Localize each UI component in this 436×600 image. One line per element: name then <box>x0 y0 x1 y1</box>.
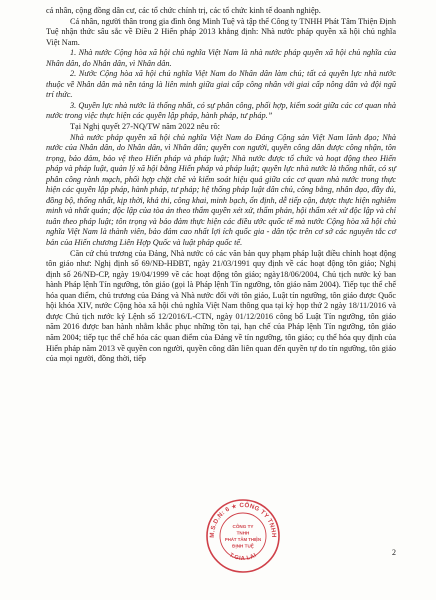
page-number: 2 <box>392 548 396 557</box>
paragraph-2: Cá nhân, người thân trong gia đình ông Minh Tuệ và tập thể Công ty TNHH Phát Tâm Thiện Định Tuệ nhận thức sâu sắc về Điều 2 Hiến pháp 2013 khẳng định: Nhà nước pháp quyền xã hội chủ nghĩa Việt Nam. <box>46 16 396 47</box>
seal-line-4: ĐỊNH TUỆ <box>232 543 254 549</box>
constitution-clause-1: 1. Nhà nước Cộng hòa xã hội chủ nghĩa Việt Nam là nhà nước pháp quyền xã hội chủ nghĩa của Nhân dân, do Nhân dân, vì Nhân dân. <box>46 48 396 68</box>
resolution-intro: Tại Nghị quyết 27-NQ/TW năm 2022 nêu rõ: <box>70 122 220 132</box>
seal-line-1: CÔNG TY <box>232 524 254 529</box>
seal-ring-text: M.S.D.N: 6 ★ CÔNG TY TNHH <box>208 501 278 538</box>
seal-line-3: PHÁT TÂM THIỆN <box>224 537 262 542</box>
constitution-clause-2: 2. Nước Cộng hòa xã hội chủ nghĩa Việt Nam do Nhân dân làm chủ; tất cả quyền lực nhà nước thuộc về Nhân dân mà nền tảng là liên minh giữa giai cấp công nhân với giai cấp nông dân và đội ngũ trí thức. <box>46 69 396 100</box>
svg-text:T.GIA LAI <box>228 552 258 562</box>
paragraph-1: cá nhân, cộng đồng dân cư, các tổ chức chính trị, các tổ chức kinh tế doanh nghiệp. <box>46 6 321 15</box>
seal-bottom-text: T.GIA LAI <box>228 552 258 563</box>
resolution-quote: Nhà nước pháp quyền xã hội chủ nghĩa Việt Nam do Đảng Cộng sản Việt Nam lãnh đạo; Nhà nước của Nhân dân, do Nhân dân, vì Nhân dân; quyền con người, quyền công dân được công nhận, tôn trọng, bảo đảm, bảo vệ theo Hiến pháp và pháp luật; Nhà nước được tổ chức và hoạt động theo Hiến pháp và pháp luật, quản lý xã hội bằng Hiến pháp và pháp luật; quyền lực nhà nước là thống nhất, có sự phân công rành mạch, phối hợp chặt chẽ và kiểm soát hiệu quả giữa các cơ quan nhà nước trong thực hiện các quyền lập pháp, hành pháp, tư pháp; hệ thống pháp luật dân chủ, công bằng, nhân đạo, đầy đủ, đồng bộ, thống nhất, kịp thời, khả thi, công khai, minh bạch, ổn định, dễ tiếp cận, được thực hiện nghiêm minh và nhất quán; độc lập của tòa án theo thẩm quyền xét xử, thẩm phán, hội thẩm xét xử độc lập và chỉ tuân theo pháp luật; tôn trọng và bảo đảm thực hiện các điều ước quốc tế mà nước Cộng hòa xã hội chủ nghĩa Việt Nam là thành viên, bảo đảm cao nhất lợi ích quốc gia - dân tộc trên cơ sở các nguyên tắc cơ bản của Hiến chương Liên Hợp Quốc và luật pháp quốc tế. <box>46 132 396 248</box>
legal-basis-paragraph: Căn cứ chủ trương của Đảng, Nhà nước có các văn bản quy phạm pháp luật điều chỉnh hoạt động tôn giáo như: Nghị định số 69/NĐ-HĐBT, ngày 21/03/1991 quy định về các hoạt động tôn giáo; Nghị định số 26/NĐ-CP, ngày 19/04/1999 về các hoạt động tôn giáo; ngày18/06/2004, Chủ tịch nước ký ban hành Pháp lệnh Tín ngưỡng, tôn giáo (gọi là Pháp lệnh Tín ngưỡng, tôn giáo năm 2004). Tiếp tục thể chế hóa quan điểm, chủ trương của Đảng và Nhà nước đối với tôn giáo, Luật tín ngưỡng, tôn giáo được Quốc hội khóa XIV, nước Cộng hòa xã hội chủ nghĩa Việt Nam thông qua tại kỳ họp thứ 2 ngày 18/11/2016 và được Chủ tịch nước ký Lệnh số 12/2016/L-CTN, ngày 01/12/2016 công bố Luật Tín ngưỡng, tôn giáo năm 2016 được ban hành nhằm khắc phục những tồn tại, hạn chế của Pháp lệnh Tín ngưỡng, tôn giáo năm 2004; tiếp tục thể chế hóa các quan điểm của Đảng về tín ngưỡng, tôn giáo; cụ thể hóa quy định của Hiến pháp năm 2013 về quyền con người, quyền công dân liên quan đến quyền tự do tín ngưỡng, tôn giáo của mọi người, đồng thời, tiếp <box>46 248 396 364</box>
seal-line-2: TNHH <box>236 530 250 536</box>
constitution-clause-3: 3. Quyền lực nhà nước là thống nhất, có sự phân công, phối hợp, kiểm soát giữa các cơ quan nhà nước trong việc thực hiện các quyền lập pháp, hành pháp, tư pháp.” <box>46 100 396 121</box>
company-seal-stamp <box>205 498 281 574</box>
